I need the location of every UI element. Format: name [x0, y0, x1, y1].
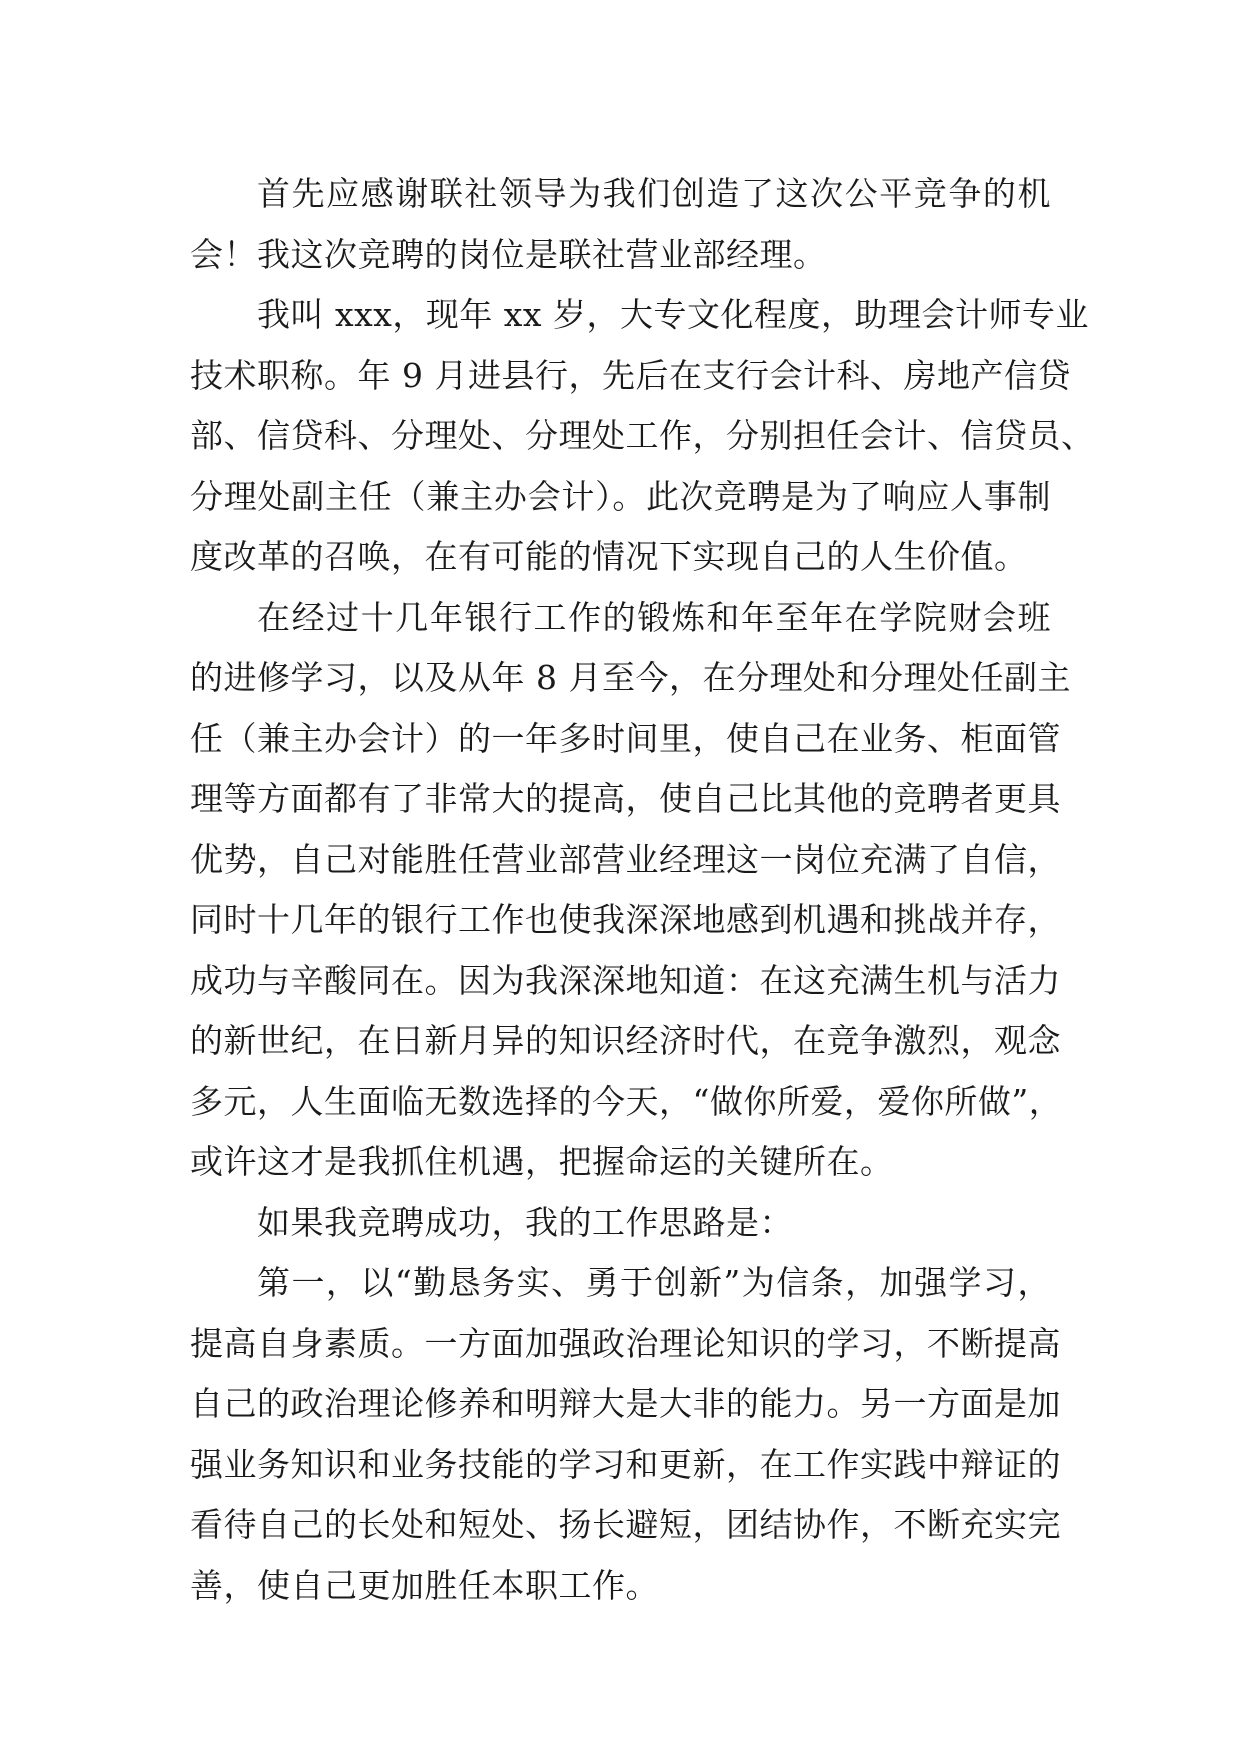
document-body	[190, 164, 1095, 1616]
text-line: 会！我这次竞聘的岗位是联社营业部经理。	[190, 234, 827, 274]
text-line: 提高自身素质。一方面加强政治理论知识的学习，不断提高	[190, 1323, 1061, 1363]
paragraph-5	[190, 1253, 1061, 1616]
text-line: 部、信贷科、分理处、分理处工作，分别担任会计、信贷员、	[190, 416, 1095, 455]
text-line: 分理处副主任（兼主办会计）。此次竞聘是为了响应人事制	[190, 476, 1051, 516]
text-line: 理等方面都有了非常大的提高，使自己比其他的竞聘者更具	[190, 779, 1061, 818]
text-line: 自己的政治理论修养和明辩大是大非的能力。另一方面是加	[190, 1384, 1061, 1423]
text-line: 看待自己的长处和短处、扬长避短，团结协作，不断充实完	[190, 1505, 1061, 1544]
text-line: 成功与辛酸同在。因为我深深地知道：在这充满生机与活力	[190, 960, 1061, 1000]
text-line: 优势，自己对能胜任营业部营业经理这一岗位充满了自信，	[190, 839, 1061, 879]
paragraph-3	[190, 588, 1071, 1193]
text-line: 在经过十几年银行工作的锻炼和年至年在学院财会班	[257, 597, 1051, 637]
text-line: 同时十几年的银行工作也使我深深地感到机遇和挑战并存，	[190, 900, 1061, 939]
text-line: 首先应感谢联社领导为我们创造了这次公平竞争的机	[257, 174, 1051, 213]
text-line: 善，使自己更加胜任本职工作。	[190, 1565, 659, 1605]
text-line: 第一，以“勤恳务实、勇于创新”为信条，加强学习，	[257, 1263, 1051, 1302]
text-line: 如果我竞聘成功，我的工作思路是：	[257, 1202, 793, 1242]
text-line: 任（兼主办会计）的一年多时间里，使自己在业务、柜面管	[190, 718, 1061, 758]
text-line: 或许这才是我抓住机遇，把握命运的关键所在。	[190, 1142, 894, 1181]
paragraph-1	[190, 164, 1051, 285]
paragraph-4	[190, 1193, 1051, 1254]
paragraph-2	[190, 285, 1095, 588]
text-line: 多元，人生面临无数选择的今天，“做你所爱，爱你所做”，	[190, 1081, 1063, 1121]
text-line: 度改革的召唤，在有可能的情况下实现自己的人生价值。	[190, 537, 1028, 576]
text-line: 我叫 xxx，现年 xx 岁，大专文化程度，助理会计师专业	[257, 295, 1090, 334]
text-line: 技术职称。年 9 月进县行，先后在支行会计科、房地产信贷	[190, 355, 1071, 395]
text-line: 的新世纪，在日新月异的知识经济时代，在竞争激烈，观念	[190, 1021, 1061, 1060]
text-line: 的进修学习，以及从年 8 月至今，在分理处和分理处任副主	[190, 658, 1071, 697]
text-line: 强业务知识和业务技能的学习和更新，在工作实践中辩证的	[190, 1444, 1061, 1484]
